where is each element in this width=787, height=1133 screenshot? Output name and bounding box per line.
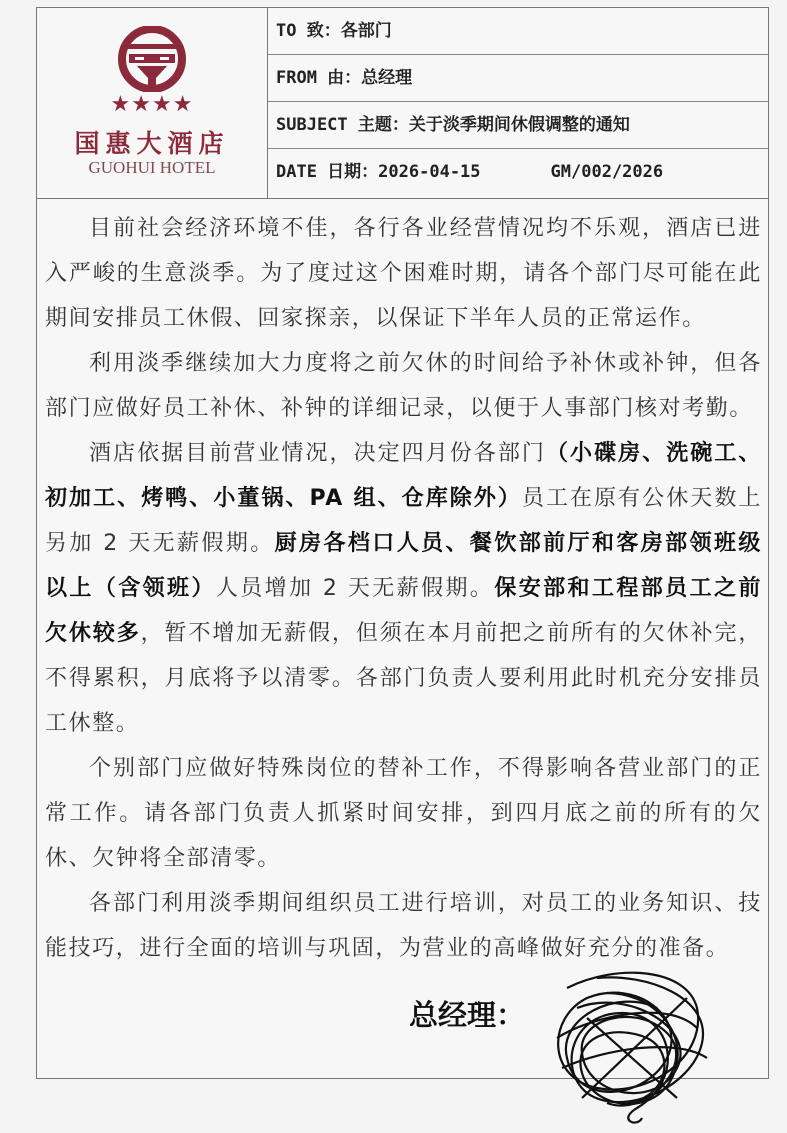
signature-scribble [527, 958, 727, 1128]
from-field: FROM 由：总经理 [268, 55, 768, 102]
memo-header [37, 8, 768, 199]
star-rating: ★★★★ [110, 92, 194, 117]
excluded-departments: （小碟房、洗碗工、初加工、烤鸭、小董锅、PA 组、仓库除外） [45, 441, 762, 511]
hotel-name-en: GUOHUI HOTEL [88, 158, 216, 177]
paragraph-4: 个别部门应做好特殊岗位的替补工作，不得影响各营业部门的正常工作。请各部门负责人抓紧时间安排，到四月底之前的所有的欠休、欠钟将全部清零。 [45, 756, 762, 871]
memo-sheet [36, 7, 769, 1079]
text-segment: ，暂不增加无薪假，但须在本月前把之前所有的欠休补完，不得累积，月底将予以清零。各部门负责人要利用此时机充分安排员工休整。 [45, 621, 762, 736]
hotel-name-cn: 国惠大酒店 [74, 129, 230, 158]
paragraph-2: 利用淡季继续加大力度将之前欠休的时间给予补休或补钟，但各部门应做好员工补休、补钟的详细记录，以便于人事部门核对考勤。 [45, 351, 762, 421]
text-segment: 酒店依据目前营业情况，决定四月份各部门 [89, 441, 546, 466]
paragraph-3 [45, 431, 762, 746]
text-segment: 人员增加 2 天无薪假期。 [215, 576, 495, 601]
to-field: TO 致：各部门 [268, 8, 768, 55]
paragraph-5: 各部门利用淡季期间组织员工进行培训，对员工的业务知识、技能技巧，进行全面的培训与巩固，为营业的高峰做好充分的准备。 [45, 891, 762, 961]
reference-number: GM/002/2026 [550, 162, 664, 182]
date-value: DATE 日期：2026-04-15 [276, 162, 481, 182]
hotel-emblem-icon [115, 26, 189, 92]
text-segment: 员工在原有公休天数上另加 2 天无薪假期。 [45, 486, 762, 556]
date-field [268, 149, 768, 196]
paragraph-1: 目前社会经济环境不佳，各行各业经营情况均不乐观，酒店已进入严峻的生意淡季。为了度过这个困难时期，请各个部门尽可能在此期间安排员工休假、回家探亲，以保证下半年人员的正常运作。 [45, 216, 762, 331]
hotel-logo [37, 8, 268, 198]
subject-field: SUBJECT 主题：关于淡季期间休假调整的通知 [268, 102, 768, 149]
memo-fields [268, 8, 768, 198]
signature-label: 总经理： [409, 998, 526, 1032]
security-staff-note: 保安部和工程部员工之前欠休较多 [45, 576, 762, 646]
memo-body [45, 206, 762, 971]
kitchen-staff-note: 厨房各档口人员、餐饮部前厅和客房部领班级以上（含领班） [45, 531, 762, 601]
